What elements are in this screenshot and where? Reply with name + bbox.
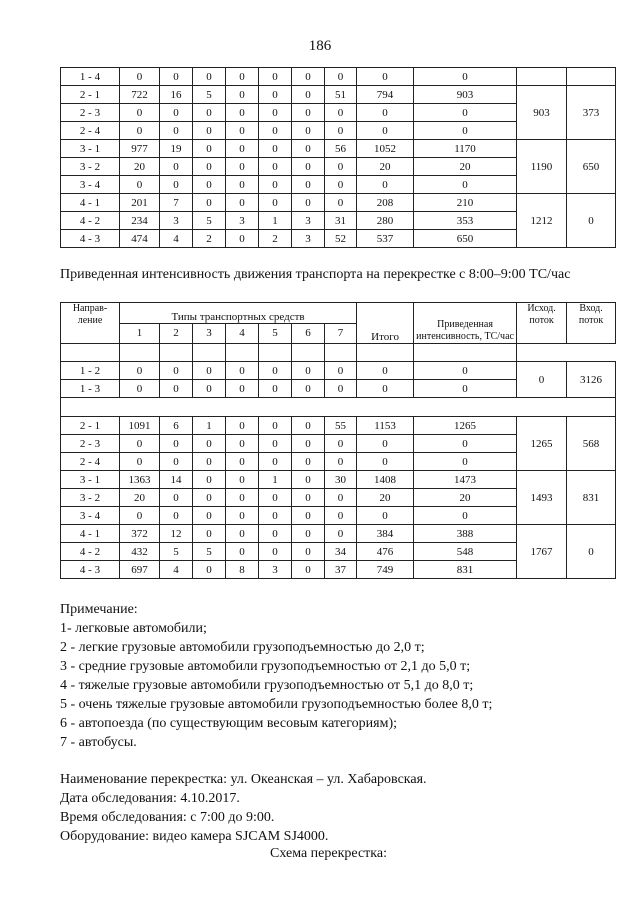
reduced-cell: 831 [414, 561, 517, 579]
value-cell: 0 [259, 543, 292, 561]
value-cell: 0 [120, 507, 160, 525]
value-cell: 201 [120, 194, 160, 212]
header-vehicle-types: Типы транспортных средств [120, 303, 357, 324]
direction-cell: 4 - 3 [61, 230, 120, 248]
value-cell: 56 [325, 140, 357, 158]
inflow-cell [567, 68, 616, 86]
value-cell: 0 [292, 453, 325, 471]
reduced-cell: 650 [414, 230, 517, 248]
blank-cell [259, 344, 292, 362]
note-item: 7 - автобусы. [60, 735, 137, 750]
value-cell: 0 [226, 507, 259, 525]
value-cell: 0 [160, 435, 193, 453]
value-cell: 1091 [120, 417, 160, 435]
value-cell: 5 [193, 212, 226, 230]
direction-cell: 4 - 3 [61, 561, 120, 579]
direction-cell: 2 - 1 [61, 417, 120, 435]
header-outflow: Исход. поток [517, 303, 567, 344]
value-cell: 0 [259, 140, 292, 158]
total-cell: 0 [357, 507, 414, 525]
value-cell: 3 [160, 212, 193, 230]
value-cell: 0 [226, 417, 259, 435]
note-item: 4 - тяжелые грузовые автомобили грузоподъемностью от 5,1 до 8,0 т; [60, 678, 474, 693]
value-cell: 0 [325, 194, 357, 212]
page-number: 186 [308, 38, 332, 54]
table-row [61, 68, 616, 86]
table-row [61, 525, 616, 543]
survey-date: Дата обследования: 4.10.2017. [60, 791, 240, 806]
value-cell: 0 [292, 140, 325, 158]
table-row [61, 86, 616, 104]
value-cell: 0 [160, 68, 193, 86]
value-cell: 372 [120, 525, 160, 543]
value-cell: 30 [325, 471, 357, 489]
value-cell: 0 [325, 158, 357, 176]
value-cell: 0 [120, 435, 160, 453]
scheme-title: Схема перекрестка: [270, 846, 387, 861]
value-cell: 0 [292, 176, 325, 194]
value-cell: 0 [292, 507, 325, 525]
direction-cell: 3 - 2 [61, 158, 120, 176]
value-cell: 1 [259, 471, 292, 489]
traffic-table-continued [60, 67, 616, 248]
direction-cell: 2 - 3 [61, 104, 120, 122]
blank-cell [357, 344, 414, 362]
value-cell: 0 [292, 489, 325, 507]
direction-cell: 4 - 2 [61, 543, 120, 561]
value-cell: 0 [226, 158, 259, 176]
value-cell: 0 [226, 525, 259, 543]
value-cell: 1 [259, 212, 292, 230]
type-number-header: 3 [193, 323, 226, 344]
reduced-cell: 1473 [414, 471, 517, 489]
header-reduced: Приведенная интенсивность, ТС/час [414, 303, 517, 344]
value-cell: 0 [160, 453, 193, 471]
direction-cell: 4 - 1 [61, 525, 120, 543]
value-cell: 0 [120, 122, 160, 140]
reduced-cell: 20 [414, 489, 517, 507]
value-cell: 0 [259, 489, 292, 507]
value-cell: 0 [160, 489, 193, 507]
blank-cell [120, 344, 160, 362]
value-cell: 0 [259, 417, 292, 435]
direction-cell: 4 - 1 [61, 194, 120, 212]
outflow-cell: 1190 [517, 140, 567, 194]
value-cell: 0 [259, 435, 292, 453]
value-cell: 0 [120, 104, 160, 122]
note-item: 6 - автопоезда (по существующим весовым категориям); [60, 716, 398, 731]
value-cell: 14 [160, 471, 193, 489]
blank-cell [414, 344, 517, 362]
direction-cell: 1 - 2 [61, 362, 120, 380]
header-inflow: Вход. поток [567, 303, 616, 344]
total-cell: 1052 [357, 140, 414, 158]
value-cell: 722 [120, 86, 160, 104]
outflow-cell [517, 68, 567, 86]
blank-cell [292, 344, 325, 362]
value-cell: 234 [120, 212, 160, 230]
value-cell: 6 [160, 417, 193, 435]
total-cell: 0 [357, 380, 414, 398]
value-cell: 0 [325, 380, 357, 398]
value-cell: 0 [193, 158, 226, 176]
value-cell: 0 [292, 543, 325, 561]
value-cell: 0 [292, 158, 325, 176]
value-cell: 474 [120, 230, 160, 248]
value-cell: 0 [325, 104, 357, 122]
total-cell: 0 [357, 362, 414, 380]
total-cell: 1408 [357, 471, 414, 489]
direction-cell: 3 - 2 [61, 489, 120, 507]
direction-cell: 1 - 3 [61, 380, 120, 398]
value-cell: 0 [292, 417, 325, 435]
reduced-cell: 0 [414, 435, 517, 453]
value-cell: 51 [325, 86, 357, 104]
total-cell: 0 [357, 122, 414, 140]
reduced-cell: 0 [414, 453, 517, 471]
blank-cell [325, 344, 357, 362]
value-cell: 20 [120, 158, 160, 176]
value-cell: 0 [226, 68, 259, 86]
total-cell: 537 [357, 230, 414, 248]
value-cell: 0 [325, 122, 357, 140]
value-cell: 0 [325, 453, 357, 471]
equipment: Оборудование: видео камера SJCAM SJ4000. [60, 829, 329, 844]
inflow-cell: 0 [567, 194, 616, 248]
value-cell: 0 [292, 194, 325, 212]
value-cell: 0 [325, 435, 357, 453]
value-cell: 0 [120, 176, 160, 194]
direction-cell: 2 - 1 [61, 86, 120, 104]
direction-cell: 3 - 4 [61, 176, 120, 194]
value-cell: 16 [160, 86, 193, 104]
total-cell: 20 [357, 489, 414, 507]
blank-row [61, 344, 616, 362]
value-cell: 12 [160, 525, 193, 543]
value-cell: 0 [193, 453, 226, 471]
type-number-header: 2 [160, 323, 193, 344]
total-cell: 0 [357, 68, 414, 86]
survey-time: Время обследования: с 7:00 до 9:00. [60, 810, 275, 825]
value-cell: 432 [120, 543, 160, 561]
value-cell: 0 [120, 380, 160, 398]
value-cell: 34 [325, 543, 357, 561]
outflow-cell: 1265 [517, 417, 567, 471]
value-cell: 0 [226, 471, 259, 489]
value-cell: 0 [259, 453, 292, 471]
intersection-name: Наименование перекрестка: ул. Океанская – ул. Хабаровская. [60, 772, 427, 787]
value-cell: 0 [292, 435, 325, 453]
value-cell: 0 [226, 104, 259, 122]
notes [60, 600, 492, 752]
value-cell: 0 [226, 380, 259, 398]
direction-cell: 1 - 4 [61, 68, 120, 86]
value-cell: 19 [160, 140, 193, 158]
value-cell: 0 [120, 362, 160, 380]
value-cell: 0 [120, 453, 160, 471]
type-number-header: 7 [325, 323, 357, 344]
value-cell: 0 [292, 362, 325, 380]
value-cell: 0 [193, 362, 226, 380]
value-cell: 0 [193, 525, 226, 543]
total-cell: 0 [357, 435, 414, 453]
value-cell: 0 [259, 507, 292, 525]
value-cell: 0 [259, 380, 292, 398]
value-cell: 0 [325, 362, 357, 380]
reduced-cell: 353 [414, 212, 517, 230]
outflow-cell: 903 [517, 86, 567, 140]
direction-cell: 2 - 3 [61, 435, 120, 453]
value-cell: 55 [325, 417, 357, 435]
value-cell: 0 [259, 176, 292, 194]
total-cell: 20 [357, 158, 414, 176]
header-direction: Направ-ление [61, 303, 120, 344]
value-cell: 7 [160, 194, 193, 212]
table-row [61, 194, 616, 212]
value-cell: 5 [193, 86, 226, 104]
value-cell: 3 [259, 561, 292, 579]
value-cell: 0 [160, 507, 193, 525]
reduced-cell: 388 [414, 525, 517, 543]
value-cell: 4 [160, 230, 193, 248]
reduced-cell: 0 [414, 176, 517, 194]
outflow-cell: 0 [517, 362, 567, 398]
value-cell: 0 [259, 194, 292, 212]
value-cell: 0 [193, 122, 226, 140]
outflow-cell: 1767 [517, 525, 567, 579]
value-cell: 0 [226, 230, 259, 248]
value-cell: 5 [160, 543, 193, 561]
total-cell: 280 [357, 212, 414, 230]
value-cell: 0 [193, 471, 226, 489]
survey-info [60, 770, 427, 846]
total-cell: 0 [357, 453, 414, 471]
value-cell: 0 [193, 489, 226, 507]
value-cell: 3 [292, 212, 325, 230]
value-cell: 0 [226, 362, 259, 380]
value-cell: 0 [292, 471, 325, 489]
value-cell: 0 [193, 380, 226, 398]
value-cell: 4 [160, 561, 193, 579]
reduced-cell: 0 [414, 104, 517, 122]
value-cell: 0 [160, 158, 193, 176]
value-cell: 1 [193, 417, 226, 435]
value-cell: 0 [292, 86, 325, 104]
blank-cell [193, 344, 226, 362]
value-cell: 0 [226, 140, 259, 158]
table-caption: Приведенная интенсивность движения транспорта на перекрестке с 8:00–9:00 ТС/час [60, 267, 571, 282]
value-cell: 697 [120, 561, 160, 579]
total-cell: 0 [357, 104, 414, 122]
value-cell: 0 [193, 507, 226, 525]
type-number-header: 4 [226, 323, 259, 344]
value-cell: 0 [193, 104, 226, 122]
total-cell: 476 [357, 543, 414, 561]
value-cell: 0 [226, 489, 259, 507]
value-cell: 0 [259, 158, 292, 176]
total-cell: 0 [357, 176, 414, 194]
value-cell: 0 [325, 489, 357, 507]
value-cell: 37 [325, 561, 357, 579]
value-cell: 52 [325, 230, 357, 248]
value-cell: 2 [193, 230, 226, 248]
value-cell: 8 [226, 561, 259, 579]
notes-title: Примечание: [60, 602, 138, 617]
note-item: 2 - легкие грузовые автомобили грузоподъемностью до 2,0 т; [60, 640, 425, 655]
direction-cell: 3 - 1 [61, 471, 120, 489]
inflow-cell: 373 [567, 86, 616, 140]
value-cell: 977 [120, 140, 160, 158]
reduced-cell: 210 [414, 194, 517, 212]
reduced-cell: 0 [414, 122, 517, 140]
table-row [61, 362, 616, 380]
reduced-cell: 1170 [414, 140, 517, 158]
inflow-cell: 650 [567, 140, 616, 194]
value-cell: 0 [259, 525, 292, 543]
value-cell: 0 [226, 435, 259, 453]
blank-cell [160, 344, 193, 362]
inflow-cell: 568 [567, 417, 616, 471]
value-cell: 0 [259, 86, 292, 104]
value-cell: 0 [325, 68, 357, 86]
direction-cell: 2 - 4 [61, 453, 120, 471]
type-number-header: 1 [120, 323, 160, 344]
traffic-table-8-9 [60, 302, 616, 579]
reduced-cell: 0 [414, 380, 517, 398]
value-cell: 0 [292, 561, 325, 579]
separator-row [61, 398, 616, 417]
value-cell: 0 [160, 380, 193, 398]
value-cell: 2 [259, 230, 292, 248]
value-cell: 0 [226, 176, 259, 194]
value-cell: 0 [325, 176, 357, 194]
blank-cell [61, 344, 120, 362]
table-row [61, 417, 616, 435]
inflow-cell: 0 [567, 525, 616, 579]
direction-cell: 3 - 4 [61, 507, 120, 525]
outflow-cell: 1493 [517, 471, 567, 525]
reduced-cell: 903 [414, 86, 517, 104]
value-cell: 0 [160, 176, 193, 194]
value-cell: 0 [292, 380, 325, 398]
table-row [61, 471, 616, 489]
value-cell: 0 [160, 362, 193, 380]
value-cell: 0 [259, 68, 292, 86]
separator-cell [61, 398, 616, 417]
total-cell: 208 [357, 194, 414, 212]
value-cell: 0 [259, 104, 292, 122]
value-cell: 3 [292, 230, 325, 248]
value-cell: 0 [226, 453, 259, 471]
value-cell: 1363 [120, 471, 160, 489]
value-cell: 0 [193, 561, 226, 579]
value-cell: 0 [193, 176, 226, 194]
value-cell: 0 [160, 104, 193, 122]
value-cell: 0 [259, 362, 292, 380]
reduced-cell: 548 [414, 543, 517, 561]
value-cell: 31 [325, 212, 357, 230]
total-cell: 749 [357, 561, 414, 579]
value-cell: 0 [226, 86, 259, 104]
note-item: 3 - средние грузовые автомобили грузоподъемностью от 2,1 до 5,0 т; [60, 659, 471, 674]
direction-cell: 4 - 2 [61, 212, 120, 230]
value-cell: 0 [325, 507, 357, 525]
reduced-cell: 0 [414, 362, 517, 380]
inflow-cell: 3126 [567, 362, 616, 398]
value-cell: 0 [259, 122, 292, 140]
value-cell: 0 [226, 194, 259, 212]
direction-cell: 3 - 1 [61, 140, 120, 158]
value-cell: 0 [292, 122, 325, 140]
reduced-cell: 20 [414, 158, 517, 176]
table-row [61, 140, 616, 158]
type-number-header: 5 [259, 323, 292, 344]
direction-cell: 2 - 4 [61, 122, 120, 140]
blank-cell [226, 344, 259, 362]
total-cell: 794 [357, 86, 414, 104]
total-cell: 384 [357, 525, 414, 543]
inflow-cell: 831 [567, 471, 616, 525]
note-item: 5 - очень тяжелые грузовые автомобили грузоподъемностью более 8,0 т; [60, 697, 493, 712]
value-cell: 0 [193, 435, 226, 453]
value-cell: 0 [120, 68, 160, 86]
value-cell: 0 [160, 122, 193, 140]
value-cell: 0 [292, 525, 325, 543]
value-cell: 20 [120, 489, 160, 507]
header-total: Итого [357, 303, 414, 344]
reduced-cell: 1265 [414, 417, 517, 435]
type-number-header: 6 [292, 323, 325, 344]
value-cell: 0 [193, 194, 226, 212]
reduced-cell: 0 [414, 68, 517, 86]
outflow-cell: 1212 [517, 194, 567, 248]
note-item: 1- легковые автомобили; [60, 621, 207, 636]
value-cell: 0 [193, 140, 226, 158]
value-cell: 0 [292, 68, 325, 86]
total-cell: 1153 [357, 417, 414, 435]
value-cell: 0 [226, 543, 259, 561]
value-cell: 0 [193, 68, 226, 86]
value-cell: 0 [226, 122, 259, 140]
reduced-cell: 0 [414, 507, 517, 525]
value-cell: 3 [226, 212, 259, 230]
value-cell: 0 [292, 104, 325, 122]
value-cell: 5 [193, 543, 226, 561]
value-cell: 0 [325, 525, 357, 543]
